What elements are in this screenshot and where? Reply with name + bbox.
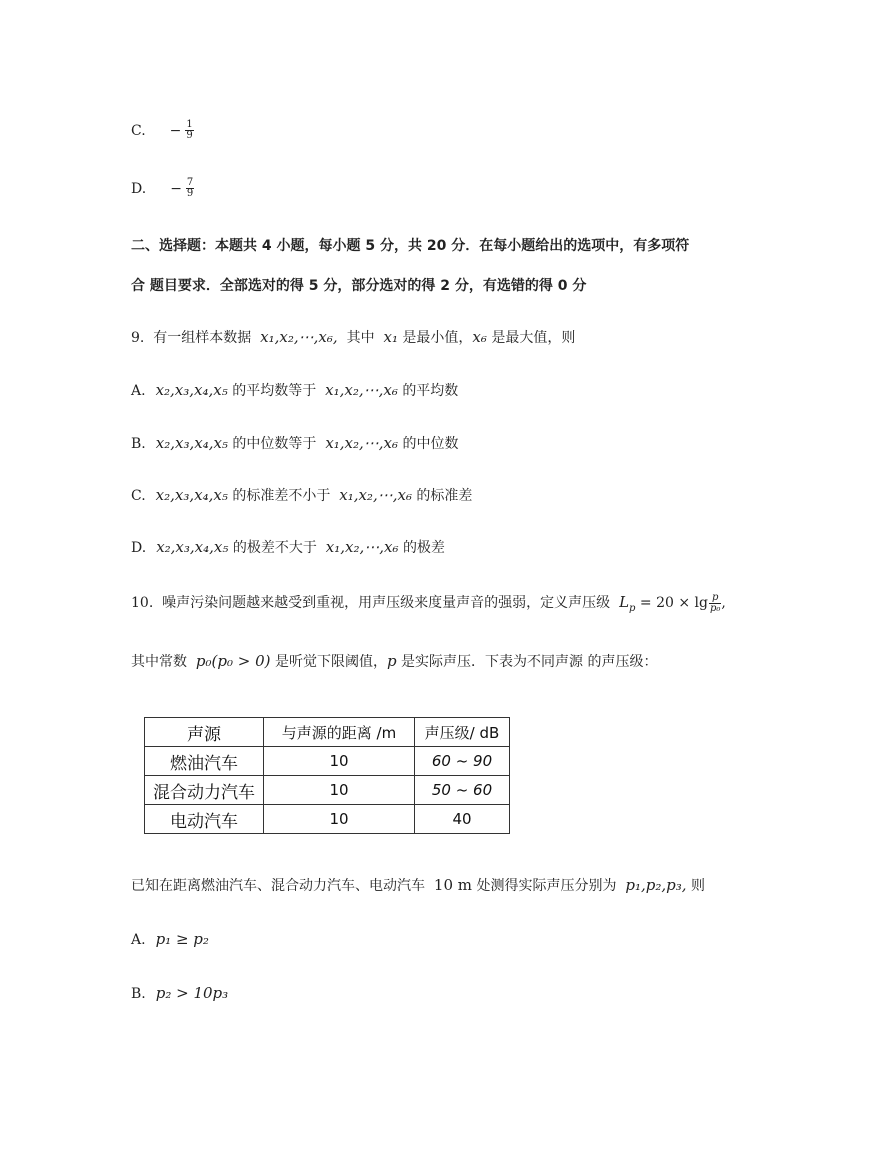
question-number: 9.: [131, 330, 145, 346]
option-subset: x₂,x₃,x₄,x₅: [156, 538, 229, 556]
minus-sign: −: [170, 180, 182, 197]
formula-l: L: [619, 593, 630, 611]
table-row: [145, 747, 510, 776]
table-cell: 60 ~ 90: [415, 747, 510, 776]
table-cell: 10: [264, 776, 415, 805]
p-symbol: p: [386, 652, 397, 670]
table-header-cell: 与声源的距离 /m: [264, 718, 415, 747]
option-full: x₁,x₂,⋯,x₆: [325, 381, 398, 399]
option-label: B.: [131, 986, 146, 1002]
table-cell: 50 ~ 60: [415, 776, 510, 805]
table-header-cell: 声源: [145, 718, 264, 747]
option-full: x₁,x₂,⋯,x₆: [325, 434, 399, 452]
q9-option-c: [131, 485, 472, 506]
q9-x6: x₆: [472, 328, 487, 346]
table-cell: 40: [415, 805, 510, 834]
option-mid: 的平均数等于: [232, 383, 317, 399]
option-expr: p₂ > 10p₃: [155, 984, 229, 1002]
distance: 10 m: [433, 876, 472, 894]
option-label: A.: [131, 932, 146, 948]
table-cell: 燃油汽车: [145, 747, 264, 776]
fraction-numerator: 1: [186, 119, 193, 130]
fraction-denominator: 9: [186, 188, 194, 199]
formula-numerator: p: [709, 593, 721, 604]
q10-line2-b: 是听觉下限阈值，: [274, 654, 387, 670]
section-heading-line1: 二、选择题：本题共 4 小题，每小题 5 分，共 20 分．在每小题给出的选项中，有多项符: [131, 238, 690, 254]
q10-option-b: [131, 983, 228, 1004]
q9-stem: [131, 327, 575, 348]
formula-mid: = 20 × lg: [635, 595, 708, 611]
q10-line3-b: 处测得实际声压分别为: [476, 878, 617, 894]
table-row: [145, 805, 510, 834]
q9-stem-d: 是最大值，则: [491, 330, 576, 346]
q9-option-a: [131, 380, 458, 401]
q9-data: x₁,x₂,⋯,x₆,: [260, 328, 338, 346]
option-end: 的平均数: [402, 383, 459, 399]
option-label: D.: [131, 540, 147, 556]
option-expr: p₁ ≥ p₂: [155, 930, 209, 948]
option-label: A.: [131, 383, 146, 399]
table-cell: 电动汽车: [145, 805, 264, 834]
option-subset: x₂,x₃,x₄,x₅: [155, 486, 228, 504]
option-mid: 的标准差不小于: [232, 488, 331, 504]
option-label: B.: [131, 436, 146, 452]
table-cell: 10: [264, 747, 415, 776]
prev-option-d: [131, 178, 194, 199]
option-label: D.: [131, 180, 147, 197]
q10-line3: [131, 875, 705, 896]
fraction-denominator: 9: [186, 130, 193, 141]
table-header-row: [145, 718, 510, 747]
section-heading-line2: 合 题目要求．全部选对的得 5 分，部分选对的得 2 分，有选错的得 0 分: [131, 278, 587, 294]
fraction-numerator: 7: [186, 177, 194, 188]
q9-stem-c: 是最小值，: [402, 330, 473, 346]
table-cell: 混合动力汽车: [145, 776, 264, 805]
option-label: C.: [131, 488, 146, 504]
option-full: x₁,x₂,⋯,x₆: [325, 538, 399, 556]
q10-stem: [131, 592, 726, 619]
minus-sign: −: [169, 122, 182, 139]
option-label: C.: [131, 122, 146, 139]
q9-stem-a: 有一组样本数据: [153, 330, 252, 346]
q9-option-d: [131, 537, 445, 558]
fraction: [185, 120, 193, 141]
question-number: 10.: [131, 595, 154, 611]
q9-x1: x₁: [383, 328, 398, 346]
sound-pressure-table: [144, 717, 510, 834]
p-list: p₁,p₂,p₃,: [625, 876, 687, 894]
option-mid: 的极差不大于: [232, 540, 317, 556]
formula-denominator: p₀: [709, 602, 721, 614]
formula-l-sub: p: [629, 602, 636, 614]
q10-line3-c: 则: [690, 878, 705, 894]
prev-option-c: [131, 120, 194, 141]
q10-line2: [131, 651, 657, 672]
q10-line2-a: 其中常数: [131, 654, 187, 670]
option-end: 的标准差: [416, 488, 473, 504]
table-row: [145, 776, 510, 805]
option-end: 的中位数: [402, 436, 459, 452]
formula-end: ,: [721, 595, 726, 611]
formula-fraction: [709, 593, 721, 614]
table-cell: 10: [264, 805, 415, 834]
table-header-cell: 声压级/ dB: [415, 718, 510, 747]
q10-option-a: [131, 929, 209, 950]
option-mid: 的中位数等于: [232, 436, 317, 452]
option-subset: x₂,x₃,x₄,x₅: [155, 381, 228, 399]
q9-stem-b: 其中: [346, 330, 375, 346]
option-subset: x₂,x₃,x₄,x₅: [155, 434, 228, 452]
fraction: [186, 178, 194, 199]
option-full: x₁,x₂,⋯,x₆: [339, 486, 412, 504]
p0-expr: p₀(p₀ > 0): [195, 652, 271, 670]
q9-option-b: [131, 433, 459, 454]
q10-stem-a: 噪声污染问题越来越受到重视，用声压级来度量声音的强弱，定义声压级: [162, 595, 611, 611]
option-end: 的极差: [402, 540, 445, 556]
q10-line2-c: 是实际声压．下表为不同声源 的声压级：: [401, 654, 658, 670]
q10-line3-a: 已知在距离燃油汽车、混合动力汽车、电动汽车: [131, 878, 425, 894]
